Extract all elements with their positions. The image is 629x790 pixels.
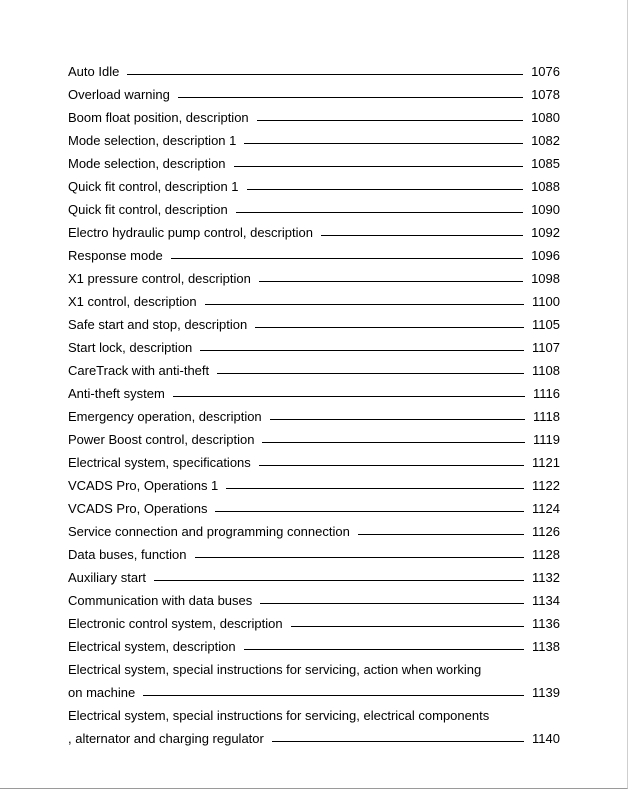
toc-leader-line (215, 511, 524, 512)
toc-page-number: 1085 (531, 156, 560, 171)
toc-page-number: 1128 (532, 547, 560, 562)
toc-entry-title: Mode selection, description 1 (68, 133, 237, 148)
toc-entry[interactable] (68, 516, 560, 539)
toc-entry-title: X1 control, description (68, 294, 197, 309)
toc-entry-title: Anti-theft system (68, 386, 165, 401)
toc-page-number: 1136 (532, 616, 560, 631)
toc-entry-title: Auto Idle (68, 64, 120, 79)
toc-leader-line (244, 649, 524, 650)
toc-leader-line (143, 695, 524, 696)
toc-entry[interactable] (68, 447, 560, 470)
toc-entry-title-line1: Electrical system, special instructions for servicing, action when working (68, 662, 482, 677)
toc-leader-line (358, 534, 524, 535)
toc-entry[interactable] (68, 56, 560, 79)
toc-entry[interactable] (68, 79, 560, 102)
toc-entry[interactable] (68, 148, 560, 171)
toc-entry-title: Communication with data buses (68, 593, 253, 608)
toc-page-number: 1096 (531, 248, 560, 263)
toc-page-number: 1126 (532, 524, 560, 539)
toc-leader-line (217, 373, 524, 374)
toc-entry-title: Quick fit control, description (68, 202, 228, 217)
toc-leader-line (247, 189, 524, 190)
toc-leader-line (262, 442, 525, 443)
toc-leader-line (173, 396, 525, 397)
toc-entry-title: Emergency operation, description (68, 409, 262, 424)
toc-page-number: 1124 (532, 501, 560, 516)
toc-leader-line (178, 97, 523, 98)
toc-entry-title: Electrical system, description (68, 639, 236, 654)
toc-page-number: 1105 (532, 317, 560, 332)
toc-entry[interactable] (68, 171, 560, 194)
toc-entry[interactable] (68, 309, 560, 332)
toc-leader-line (127, 74, 523, 75)
toc-leader-line (171, 258, 523, 259)
toc-entry[interactable] (68, 585, 560, 608)
toc-page-number: 1076 (531, 64, 560, 79)
toc-leader-line (205, 304, 524, 305)
toc-entry-title: Service connection and programming connection (68, 524, 350, 539)
toc-entry[interactable] (68, 263, 560, 286)
toc-entry[interactable] (68, 493, 560, 516)
toc-entry[interactable] (68, 401, 560, 424)
toc-leader-line (226, 488, 524, 489)
toc-entry-title: Mode selection, description (68, 156, 226, 171)
toc-page-number: 1078 (531, 87, 560, 102)
toc-page-number: 1118 (533, 409, 560, 424)
toc-entry[interactable] (68, 217, 560, 240)
toc-leader-line (234, 166, 524, 167)
toc-entry-title-line2: on machine (68, 685, 136, 700)
toc-entry[interactable] (68, 378, 560, 401)
toc-entry-title: Overload warning (68, 87, 170, 102)
toc-page-number: 1100 (532, 294, 560, 309)
toc-page-number: 1107 (532, 340, 560, 355)
toc-entry[interactable] (68, 102, 560, 125)
toc-entry[interactable] (68, 240, 560, 263)
toc-leader-line (272, 741, 524, 742)
toc-page-number: 1090 (531, 202, 560, 217)
toc-page-number: 1108 (532, 363, 560, 378)
toc-entry[interactable] (68, 125, 560, 148)
toc-page-number: 1116 (533, 386, 560, 401)
toc-page-number: 1119 (533, 432, 560, 447)
toc-page-number: 1080 (531, 110, 560, 125)
toc-entry[interactable] (68, 286, 560, 309)
toc-page-number: 1098 (531, 271, 560, 286)
toc-entry-title: Electrical system, specifications (68, 455, 251, 470)
toc-entry[interactable] (68, 332, 560, 355)
toc-entry[interactable] (68, 562, 560, 585)
toc-entry-title-line1: Electrical system, special instructions for servicing, electrical components (68, 708, 490, 723)
toc-entry-multiline[interactable] (68, 700, 560, 746)
toc-entry[interactable] (68, 608, 560, 631)
toc-page-number: 1134 (532, 593, 560, 608)
toc-leader-line (255, 327, 524, 328)
toc-page-number: 1138 (532, 639, 560, 654)
toc-leader-line (154, 580, 524, 581)
toc-page-number: 1121 (532, 455, 560, 470)
toc-entry-title: Power Boost control, description (68, 432, 255, 447)
toc-entry[interactable] (68, 539, 560, 562)
toc-entry-title: Start lock, description (68, 340, 193, 355)
toc-entry[interactable] (68, 355, 560, 378)
toc-entry-title: Safe start and stop, description (68, 317, 248, 332)
toc-page-number: 1122 (532, 478, 560, 493)
toc-entry-title: Electro hydraulic pump control, description (68, 225, 313, 240)
toc-leader-line (257, 120, 523, 121)
toc-entry-title: X1 pressure control, description (68, 271, 251, 286)
toc-entry-title: CareTrack with anti-theft (68, 363, 210, 378)
toc-leader-line (195, 557, 525, 558)
toc-entry[interactable] (68, 470, 560, 493)
toc-leader-line (259, 465, 524, 466)
toc-entry[interactable] (68, 424, 560, 447)
toc-page-number: 1132 (532, 570, 560, 585)
toc-entry-title: Response mode (68, 248, 163, 263)
toc-leader-line (291, 626, 524, 627)
toc-leader-line (200, 350, 524, 351)
toc-leader-line (270, 419, 525, 420)
toc-entry-title: VCADS Pro, Operations (68, 501, 208, 516)
table-of-contents (68, 56, 560, 746)
toc-leader-line (321, 235, 523, 236)
toc-entry-multiline[interactable] (68, 654, 560, 700)
toc-entry[interactable] (68, 194, 560, 217)
toc-leader-line (236, 212, 523, 213)
toc-entry[interactable] (68, 631, 560, 654)
toc-entry-title: Quick fit control, description 1 (68, 179, 239, 194)
toc-leader-line (259, 281, 523, 282)
toc-entry-title: Data buses, function (68, 547, 187, 562)
toc-page-number: 1139 (532, 685, 560, 700)
toc-entry-title: Auxiliary start (68, 570, 147, 585)
toc-page-number: 1088 (531, 179, 560, 194)
toc-page-number: 1140 (532, 731, 560, 746)
toc-entry-title: Boom float position, description (68, 110, 249, 125)
toc-entry-title: Electronic control system, description (68, 616, 283, 631)
toc-leader-line (244, 143, 523, 144)
toc-entry-title-line2: , alternator and charging regulator (68, 731, 264, 746)
toc-leader-line (260, 603, 524, 604)
toc-page-number: 1082 (531, 133, 560, 148)
toc-entry-title: VCADS Pro, Operations 1 (68, 478, 219, 493)
toc-page-number: 1092 (531, 225, 560, 240)
